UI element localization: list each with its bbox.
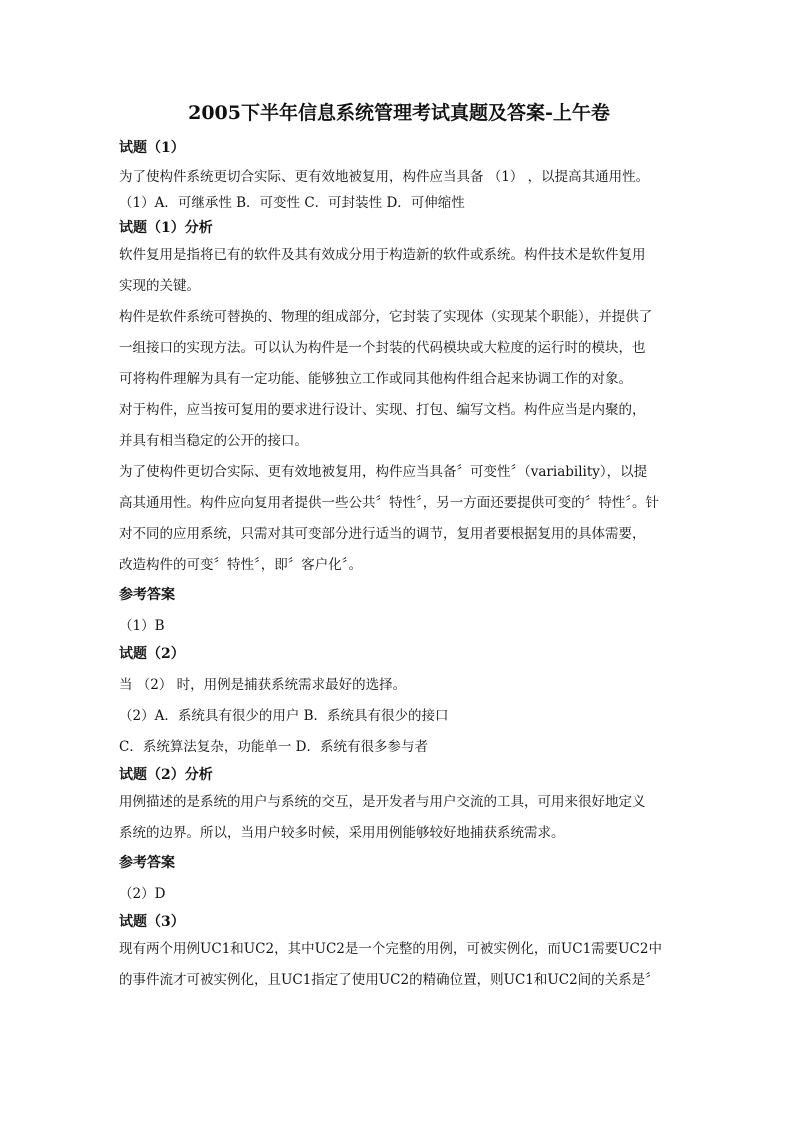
question-2-text: 当 （2） 时，用例是捕获系统需求最好的选择。 bbox=[119, 677, 407, 693]
paragraph-line: 构件是软件系统可替换的、物理的组成部分，它封装了实现体（实现某个职能），并提供了 bbox=[119, 309, 653, 325]
answer-1-text: （1）B bbox=[119, 618, 165, 634]
answer-2-heading: 参考答案 bbox=[119, 855, 175, 871]
paragraph-line: 改造构件的可变〞特性〞，即〞客户化〞。 bbox=[119, 557, 362, 573]
question-2-analysis-heading: 试题（2）分析 bbox=[119, 767, 213, 783]
question-1-options: （1）A．可继承性 B．可变性 C．可封装性 D．可伸缩性 bbox=[119, 195, 465, 211]
question-3-text: 现有两个用例UC1和UC2，其中UC2是一个完整的用例，可被实例化，而UC1需要UC2中 bbox=[119, 941, 662, 957]
paragraph-line: 用例描述的是系统的用户与系统的交互，是开发者与用户交流的工具，可用来很好地定义 bbox=[119, 794, 646, 810]
question-3-heading: 试题（3） bbox=[119, 914, 185, 930]
question-3-text: 的事件流才可被实例化，且UC1指定了使用UC2的精确位置，则UC1和UC2间的关系是〞 bbox=[119, 972, 659, 988]
question-2-heading: 试题（2） bbox=[119, 646, 185, 662]
paragraph-line: 一组接口的实现方法。可以认为构件是一个封装的代码模块或大粒度的运行时的模块，也 bbox=[119, 340, 646, 356]
paragraph-line: 为了使构件更切合实际、更有效地被复用，构件应当具备〞可变性〞（variability），以提 bbox=[119, 464, 648, 480]
question-1-text: 为了使构件系统更切合实际、更有效地被复用，构件应当具备 （1） ，以提高其通用性。 bbox=[119, 169, 650, 185]
paragraph-line: 并具有相当稳定的公开的接口。 bbox=[119, 433, 308, 449]
paragraph-line: 可将构件理解为具有一定功能、能够独立工作或同其他构件组合起来协调工作的对象。 bbox=[119, 371, 632, 387]
question-1-analysis-heading: 试题（1）分析 bbox=[119, 220, 213, 236]
answer-2-text: （2）D bbox=[119, 886, 166, 902]
paragraph-line: 对于构件，应当按可复用的要求进行设计、实现、打包、编写文档。构件应当是内聚的， bbox=[119, 402, 646, 418]
paragraph-line: 高其通用性。构件应向复用者提供一些公共〞特性〞，另一方面还要提供可变的〞特性〞。针 bbox=[119, 495, 659, 511]
question-2-options-ab: （2）A．系统具有很少的用户 B．系统具有很少的接口 bbox=[119, 708, 449, 724]
paragraph-line: 软件复用是指将已有的软件及其有效成分用于构造新的软件或系统。构件技术是软件复用 bbox=[119, 247, 646, 263]
question-2-options-cd: C．系统算法复杂，功能单一 D．系统有很多参与者 bbox=[119, 739, 428, 755]
question-1-heading: 试题（1） bbox=[119, 140, 185, 156]
paragraph-line: 对不同的应用系统，只需对其可变部分进行适当的调节，复用者要根据复用的具体需要， bbox=[119, 526, 646, 542]
paragraph-line: 实现的关键。 bbox=[119, 278, 200, 294]
document-page bbox=[119, 100, 679, 996]
answer-1-heading: 参考答案 bbox=[119, 587, 175, 603]
paragraph-line: 系统的边界。所以，当用户较多时候，采用用例能够较好地捕获系统需求。 bbox=[119, 825, 565, 841]
document-title: 2005下半年信息系统管理考试真题及答案-上午卷 bbox=[188, 102, 610, 124]
